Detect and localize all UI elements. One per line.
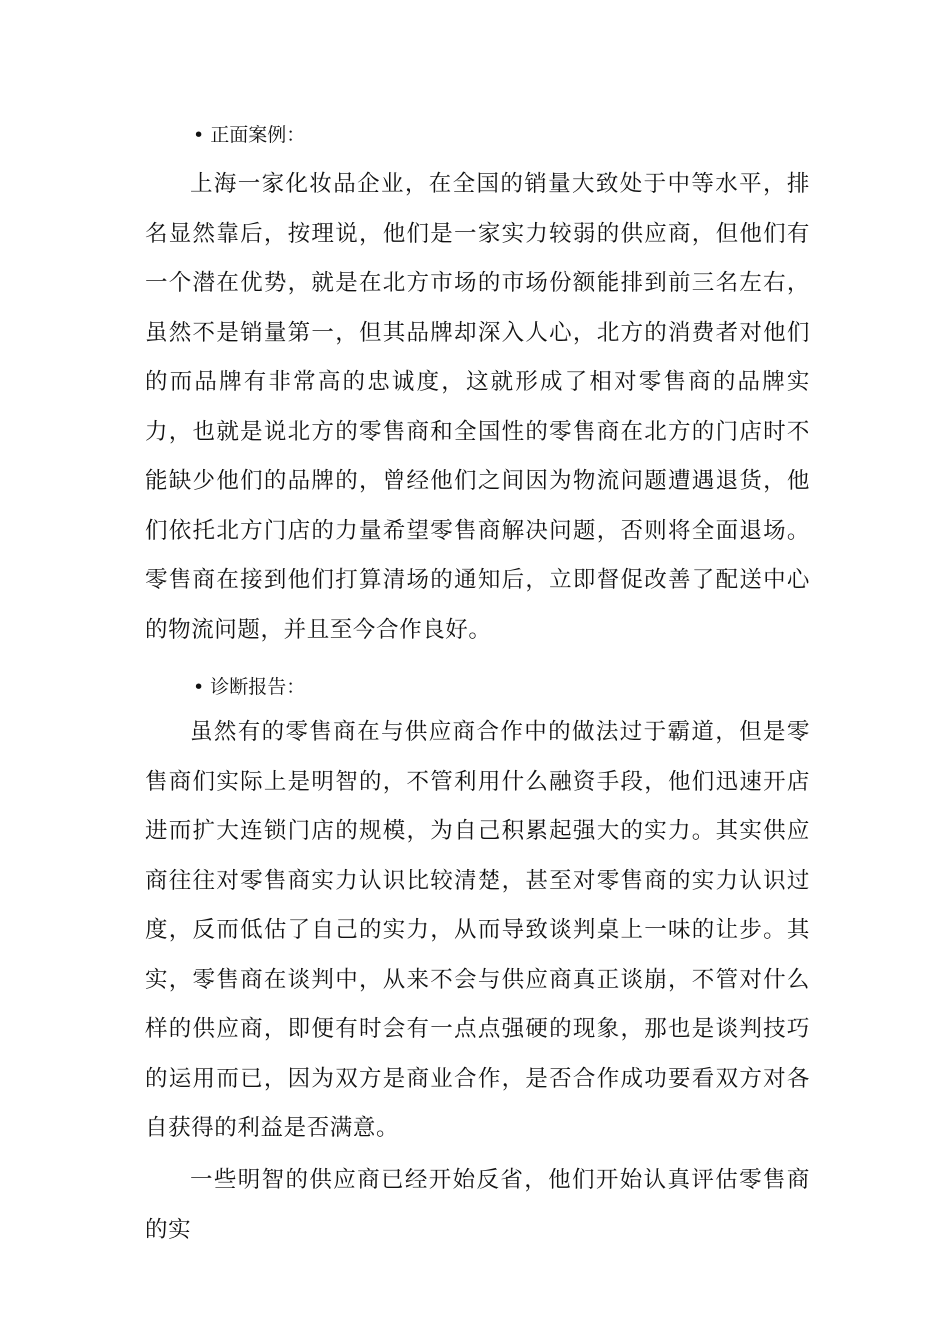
paragraph-positive-case: 上海一家化妆品企业，在全国的销量大致处于中等水平，排名显然靠后，按理说，他们是一家实力较弱的供应商，但他们有一个潜在优势，就是在北方市场的市场份额能排到前三名左右，虽然不是销量第一，但其品牌却深入人心，北方的消费者对他们的而品牌有非常高的忠诚度，这就形成了相对零售商的品牌实力，也就是说北方的零售商和全国性的零售商在北方的门店时不能缺少他们的品牌的，曾经他们之间因为物流问题遭遇退货，他们依托北方门店的力量希望零售商解决问题，否则将全面退场。零售商在接到他们打算清场的通知后，立即督促改善了配送中心的物流问题，并且至今合作良好。	[145, 171, 810, 643]
paragraph-diagnosis-report: 虽然有的零售商在与供应商合作中的做法过于霸道，但是零售商们实际上是明智的，不管利用什么融资手段，他们迅速开店进而扩大连锁门店的规模，为自己积累起强大的实力。其实供应商往往对零售商实力认识比较清楚，甚至对零售商的实力认识过度，反而低估了自己的实力，从而导致谈判桌上一味的让步。其实，零售商在谈判中，从来不会与供应商真正谈崩，不管对什么样的供应商，即便有时会有一点点强硬的现象，那也是谈判技巧的运用而已，因为双方是商业合作，是否合作成功要看双方对各自获得的利益是否满意。	[145, 719, 810, 1141]
bullet-dot: •	[193, 676, 205, 698]
heading-text: 正面案例：	[210, 124, 306, 146]
paragraph-trailing: 一些明智的供应商已经开始反省，他们开始认真评估零售商的实	[145, 1167, 810, 1243]
heading-text: 诊断报告：	[210, 676, 306, 698]
bullet-dot: •	[193, 124, 205, 146]
section-heading-positive-case	[193, 123, 305, 147]
section-heading-diagnosis-report	[193, 675, 305, 699]
